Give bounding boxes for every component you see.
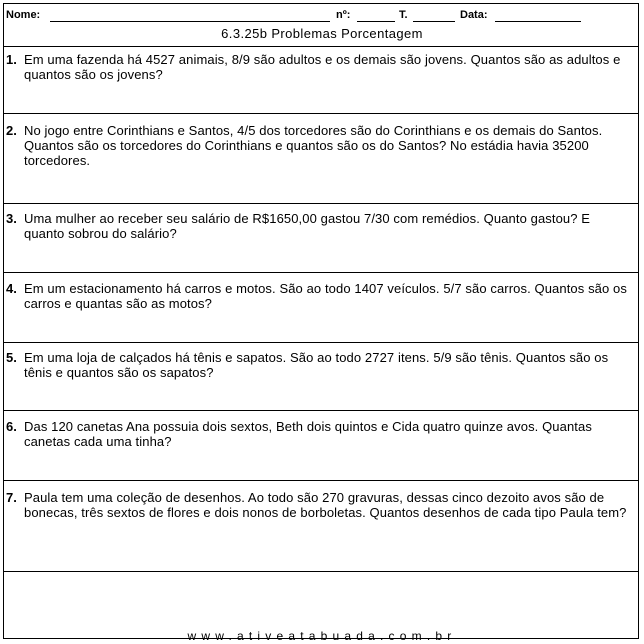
divider <box>4 272 638 273</box>
question-text: Paula tem uma coleção de desenhos. Ao todo são 270 gravuras, dessas cinco dezoito avos são de bonecas, três sextos de flores e dois nonos de borboletas. Quantos desenhos de cada tipo Paula tem? <box>24 490 627 520</box>
divider <box>4 342 638 343</box>
question-text: Das 120 canetas Ana possuia dois sextos, Beth dois quintos e Cida quatro quinze avos. Quantas canetas cada uma tinha? <box>24 419 592 449</box>
divider <box>4 113 638 114</box>
divider <box>4 571 638 572</box>
divider <box>4 203 638 204</box>
question-number: 3. <box>6 211 17 226</box>
date-blank <box>495 21 581 22</box>
divider <box>4 410 638 411</box>
question-text: No jogo entre Corinthians e Santos, 4/5 dos torcedores são do Corinthians e os demais do Santos. Quantos são os torcedores do Corinthians e quantos são os do Santos? No estádia havia 35200 torcedores. <box>24 123 603 168</box>
worksheet <box>3 3 639 643</box>
question-text: Em uma fazenda há 4527 animais, 8/9 são adultos e os demais são jovens. Quantos são as adultos e quantos são os jovens? <box>24 52 621 82</box>
class-label: T. <box>399 9 408 21</box>
number-label: nº: <box>336 9 351 21</box>
question-text: Em uma loja de calçados há tênis e sapatos. São ao todo 2727 itens. 5/9 são tênis. Quantos são os tênis e quantos são os sapatos? <box>24 350 609 380</box>
question-number: 2. <box>6 123 17 138</box>
question-number: 6. <box>6 419 17 434</box>
worksheet-title: 6.3.25b Problemas Porcentagem <box>221 26 423 41</box>
divider <box>4 480 638 481</box>
name-label: Nome: <box>6 9 41 21</box>
number-blank <box>357 21 395 22</box>
date-label: Data: <box>460 9 488 21</box>
divider <box>4 46 638 47</box>
question-text: Em um estacionamento há carros e motos. São ao todo 1407 veículos. 5/7 são carros. Quantos são os carros e quantas são as motos? <box>24 281 627 311</box>
question-number: 4. <box>6 281 17 296</box>
question-number: 5. <box>6 350 17 365</box>
site-url: www.ativeatabuada.com.br <box>187 629 457 643</box>
question-text: Uma mulher ao receber seu salário de R$1650,00 gastou 7/30 com remédios. Quanto gastou? E quanto sobrou do salário? <box>24 211 591 241</box>
class-blank <box>413 21 455 22</box>
question-number: 1. <box>6 52 17 67</box>
question-number: 7. <box>6 490 17 505</box>
name-blank <box>50 21 330 22</box>
student-header <box>6 9 636 25</box>
